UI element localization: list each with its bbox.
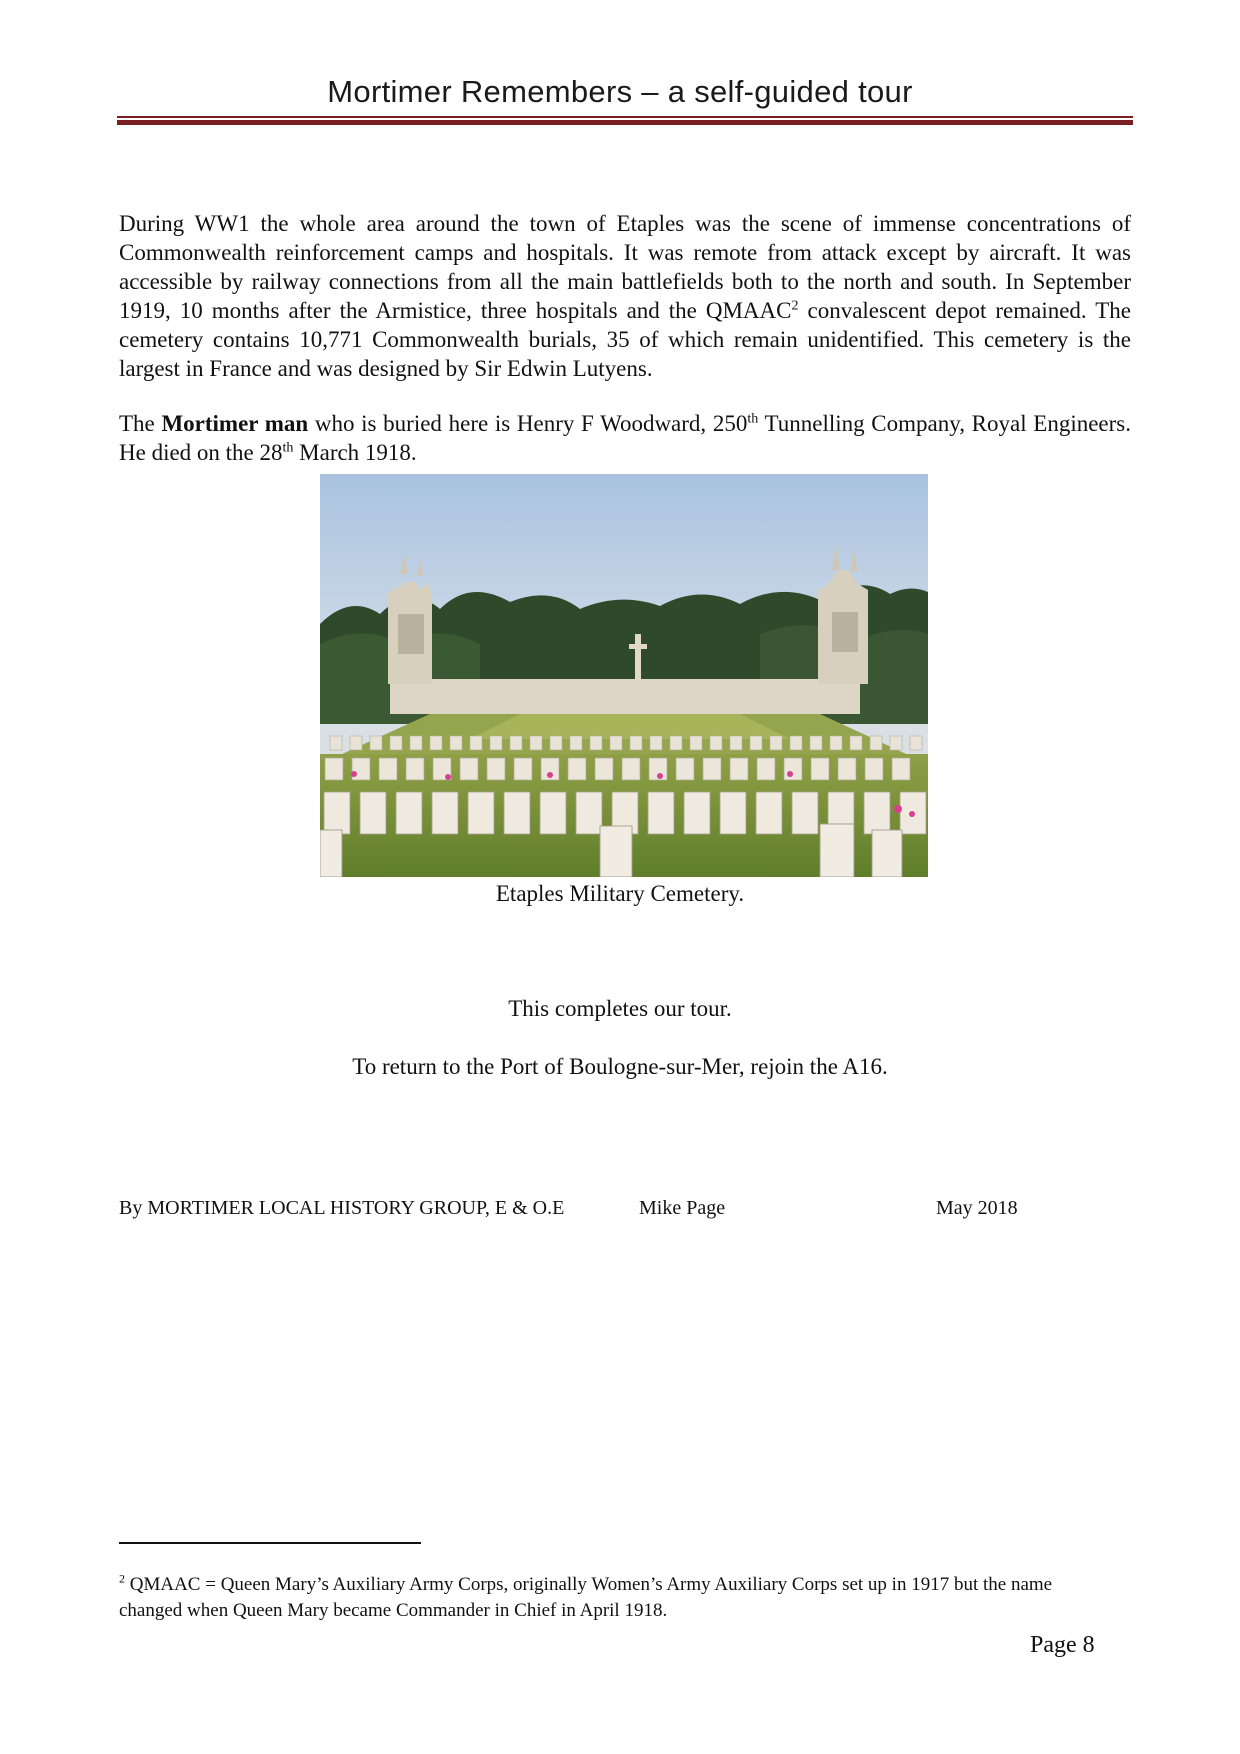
footnote	[119, 1572, 1119, 1624]
footnote-divider	[119, 1542, 421, 1544]
paragraph-text-3: March 1918.	[293, 440, 417, 465]
photo-caption: Etaples Military Cemetery.	[495, 881, 745, 906]
author-group: By MORTIMER LOCAL HISTORY GROUP, E & O.E	[119, 1197, 565, 1219]
paragraph-lead: The	[119, 411, 162, 436]
header-rule-thick	[117, 120, 1133, 125]
page-title: Mortimer Remembers – a self-guided tour	[327, 74, 913, 109]
page-number: Page 8	[1030, 1632, 1095, 1658]
cemetery-photo	[320, 474, 928, 877]
footnote-number: 2	[119, 1571, 125, 1586]
tour-complete-text: This completes our tour.	[508, 996, 732, 1021]
return-directions: To return to the Port of Boulogne-sur-Mer, rejoin the A16.	[352, 1054, 888, 1079]
paragraph-text-continued: convalescent depot remained. The cemetery contains 10,771 Commonwealth burials, 35 of which remain unidentified. This cemetery is the largest in France and was designed by Sir Edwin Lutyens.	[119, 298, 1132, 381]
paragraph-text-1: who is buried here is Henry F Woodward, 250	[308, 411, 748, 436]
paragraph-text: During WW1 the whole area around the town of Etaples was the scene of immense concentrations of Commonwealth reinforcement camps and hospitals. It was remote from attack except by aircraft. It was accessible by railway connections from all the main battlefields both to the north and south. In September 1919, 10 months after the Armistice, three hospitals and the QMAAC	[119, 211, 1131, 323]
paragraph-text-2: Tunnelling Company, Royal Engineers. He died on the 28	[119, 411, 1132, 465]
publication-date: May 2018	[936, 1197, 1018, 1219]
footnote-text: QMAAC = Queen Mary’s Auxiliary Army Corps, originally Women’s Army Auxiliary Corps set up in 1917 but the name changed when Queen Mary became Commander in Chief in April 1918.	[119, 1574, 1053, 1621]
mortimer-man-label: Mortimer man	[161, 411, 309, 436]
footnote-reference[interactable]: 2	[791, 298, 799, 314]
ordinal-suffix-2: th	[282, 440, 294, 456]
history-paragraph	[119, 209, 1131, 383]
burial-paragraph	[119, 409, 1131, 467]
header-rule-thin	[117, 116, 1133, 118]
ordinal-suffix-1: th	[747, 411, 759, 427]
author-name: Mike Page	[639, 1197, 726, 1219]
